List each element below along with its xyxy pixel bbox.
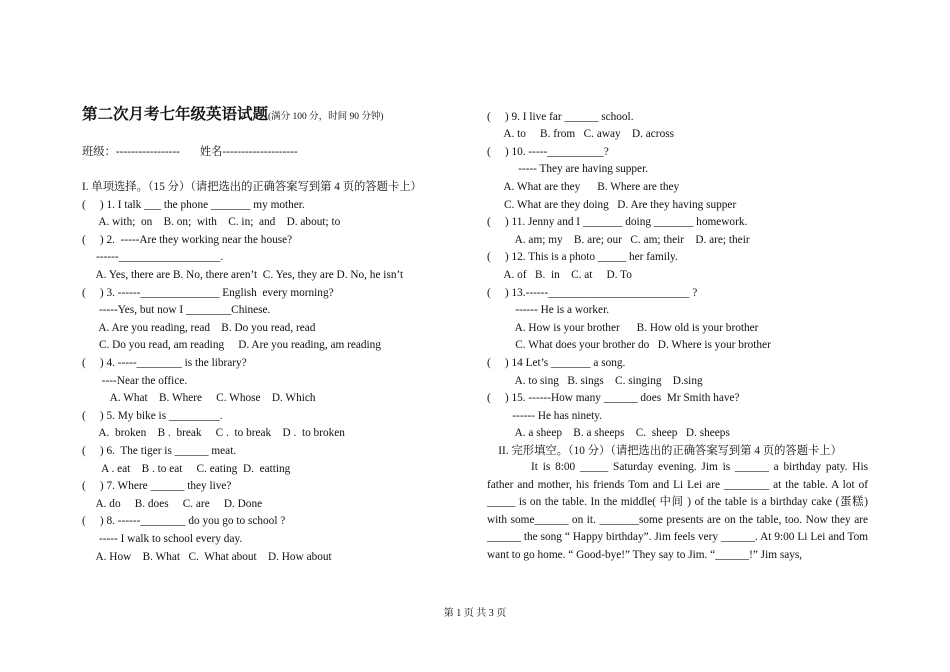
options-line: A. Yes, there are B. No, there aren’t C. Yes, they are D. No, he isn’t	[82, 269, 404, 281]
question-line: ( ) 8. ------________ do you go to school ?	[82, 515, 286, 527]
options-line: A. am; my B. are; our C. am; their D. are; their	[487, 234, 750, 246]
answer-line: ------__________________.	[82, 251, 224, 263]
cloze-passage: It is 8:00 _____ Saturday evening. Jim is ______ a birthday paty. His father and mother, his friends Tom and Li Lei are ________ at the table. A lot of _____ is on the table. In the middle( 中间 ) of the table is a birthday cake (蛋糕) with some______ on it. _______some presents are on the table, too. Now they are ______ the song “ Happy birthday”. Jim feels very ______. At 9:00 Li Lei and Tom want to go home. “ Good-bye!” They say to Jim. “______!” Jim says,	[487, 461, 868, 561]
section-heading: I. 单项选择。（15 分）（请把选出的正确答案写到第 4 页的答题卡上）	[82, 181, 422, 193]
answer-line: ------ He has ninety.	[487, 410, 603, 422]
page-footer: 第 1 页 共 3 页	[443, 608, 507, 619]
question-line: ( ) 9. I live far ______ school.	[487, 111, 634, 123]
section-heading: II. 完形填空。（10 分）（请把选出的正确答案写到第 4 页的答题卡上）	[487, 445, 842, 457]
options-line: A. What are they B. Where are they	[487, 181, 680, 193]
answer-line: ----Near the office.	[82, 375, 188, 387]
question-line: ( ) 11. Jenny and I _______ doing _______ homework.	[487, 216, 748, 228]
question-line: ( ) 1. I talk ___ the phone _______ my mother.	[82, 199, 305, 211]
class-label: 班级：-----------------	[82, 146, 180, 158]
exam-title	[82, 108, 384, 124]
options-line: A. How is your brother B. How old is your brother	[487, 322, 759, 334]
answer-line: ----- I walk to school every day.	[82, 533, 243, 545]
options-line: A. How B. What C. What about D. How about	[82, 551, 332, 563]
question-line: ( ) 15. ------How many ______ does Mr Smith have?	[487, 392, 740, 404]
options-line: A. do B. does C. are D. Done	[82, 498, 263, 510]
options-line: A. What B. Where C. Whose D. Which	[82, 392, 316, 404]
class-name-row	[82, 145, 298, 159]
options-line: A . eat B . to eat C. eating D. eatting	[82, 463, 291, 475]
options-line: A. to B. from C. away D. across	[487, 128, 675, 140]
question-line: ( ) 2. -----Are they working near the house?	[82, 234, 293, 246]
question-line: ( ) 6. The tiger is ______ meat.	[82, 445, 237, 457]
answer-line: ------ He is a worker.	[487, 304, 610, 316]
options-line: A. Are you reading, read B. Do you read, read	[82, 322, 316, 334]
options-line: C. Do you read, am reading D. Are you reading, am reading	[82, 339, 381, 351]
answer-line: -----Yes, but now I ________Chinese.	[82, 304, 271, 316]
exam-subtitle: (满分 100 分，时间 90 分钟)	[268, 112, 384, 122]
options-line: A. broken B . break C . to break D . to broken	[82, 427, 345, 439]
question-line: ( ) 13.------_________________________ ?	[487, 287, 698, 299]
question-line: ( ) 10. -----__________?	[487, 146, 609, 158]
options-line: C. What are they doing D. Are they having supper	[487, 199, 737, 211]
name-label: 姓名--------------------	[199, 146, 298, 158]
options-line: A. a sheep B. a sheeps C. sheep D. sheeps	[487, 427, 730, 439]
question-line: ( ) 4. -----________ is the library?	[82, 357, 247, 369]
question-line: ( ) 7. Where ______ they live?	[82, 480, 232, 492]
question-line: ( ) 3. ------______________ English every morning?	[82, 287, 334, 299]
options-line: A. to sing B. sings C. singing D.sing	[487, 375, 703, 387]
options-line: A. of B. in C. at D. To	[487, 269, 632, 281]
answer-line: ----- They are having supper.	[487, 163, 649, 175]
title-text: 第二次月考七年级英语试题	[82, 106, 269, 123]
options-line: A. with; on B. on; with C. in; and D. about; to	[82, 216, 341, 228]
question-line: ( ) 5. My bike is _________.	[82, 410, 223, 422]
options-line: C. What does your brother do D. Where is your brother	[487, 339, 771, 351]
question-line: ( ) 12. This is a photo _____ her family.	[487, 251, 678, 263]
question-line: ( ) 14 Let’s _______ a song.	[487, 357, 626, 369]
